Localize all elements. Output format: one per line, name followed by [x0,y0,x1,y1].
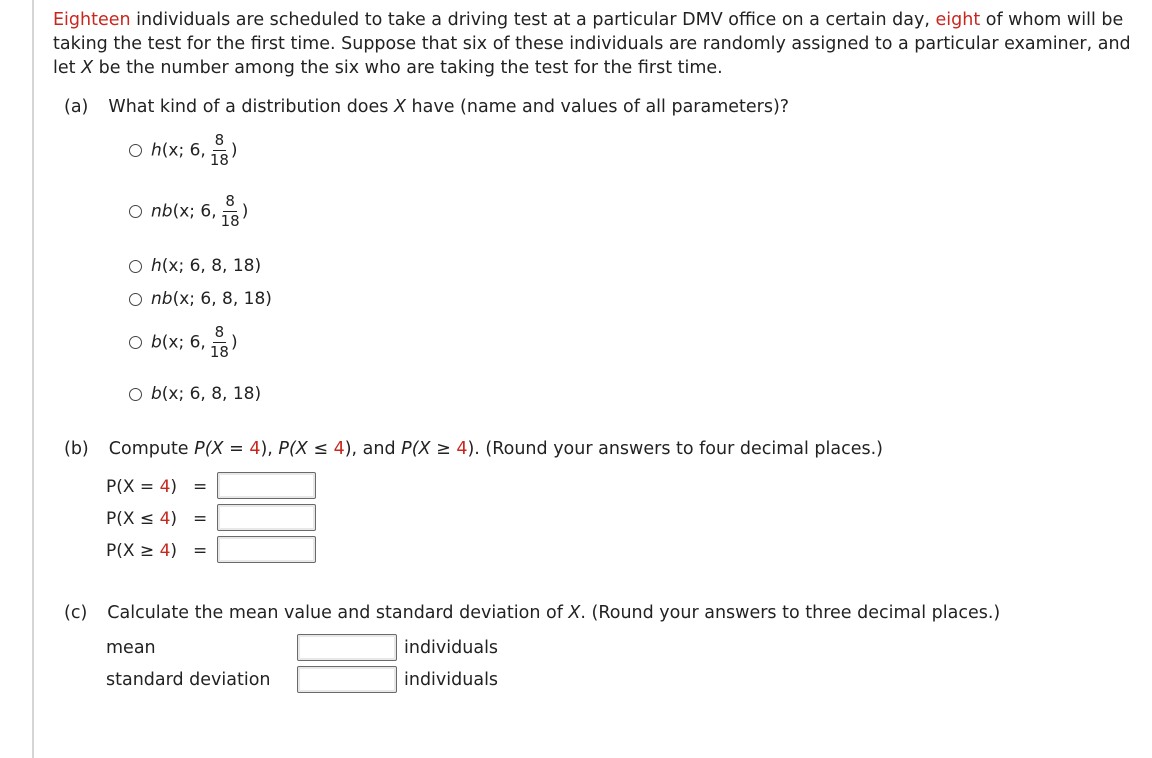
fraction: $\frac{8}{18}$ [209,131,229,169]
fraction: $\frac{8}{18}$ [209,323,229,361]
radio-button[interactable] [129,205,142,218]
problem-statement: Eighteen individuals are scheduled to take a driving test at a particular DMV office on a certain day, eight of whom will be taking the test for the first time. Suppose that six of these individuals are randomly assigned to a particular examiner, and let X be the number among the six who are taking the test for the first time. [53,10,1131,78]
left-border [32,0,34,758]
prob-ge-input[interactable] [217,536,316,563]
choice-h-fraction[interactable]: h(x; 6, $\frac{8}{18}$ ) [129,132,238,169]
choice-nb-fraction[interactable]: nb(x; 6, $\frac{8}{18}$ ) [129,193,248,230]
std-dev-label: standard deviation [106,670,271,690]
choice-b-params[interactable]: b(x; 6, 8, 18) [129,384,261,404]
mean-unit: individuals [404,638,499,658]
prob-label-ge: P(X ≥ 4) [106,541,178,561]
highlight-eight: eight [935,10,981,30]
radio-button[interactable] [129,144,142,157]
highlight-eighteen: Eighteen [53,10,131,30]
radio-button[interactable] [129,388,142,401]
radio-button[interactable] [129,336,142,349]
equals-sign: = [193,509,208,529]
part-b-question: (b) Compute P(X = 4), P(X ≤ 4), and P(X ≥ 4). (Round your answers to four decimal places.) [64,439,883,459]
choice-b-fraction[interactable]: b(x; 6, $\frac{8}{18}$ ) [129,324,238,361]
std-dev-unit: individuals [404,670,499,690]
prob-le-input[interactable] [217,504,316,531]
part-a-question: (a) What kind of a distribution does X have (name and values of all parameters)? [64,97,790,117]
part-c-label: (c) [64,603,88,623]
mean-input[interactable] [297,634,397,661]
choice-h-params[interactable]: h(x; 6, 8, 18) [129,256,261,276]
equals-sign: = [193,541,208,561]
radio-button[interactable] [129,293,142,306]
equals-sign: = [193,477,208,497]
fraction: $\frac{8}{18}$ [220,192,240,230]
part-c-question: (c) Calculate the mean value and standard deviation of X. (Round your answers to three decimal places.) [64,603,1001,623]
prob-eq-input[interactable] [217,472,316,499]
prob-label-eq: P(X = 4) [106,477,178,497]
choice-nb-params[interactable]: nb(x; 6, 8, 18) [129,289,272,309]
radio-button[interactable] [129,260,142,273]
part-a-label: (a) [64,97,89,117]
mean-label: mean [106,638,156,658]
std-dev-input[interactable] [297,666,397,693]
part-b-label: (b) [64,439,89,459]
prob-label-le: P(X ≤ 4) [106,509,178,529]
